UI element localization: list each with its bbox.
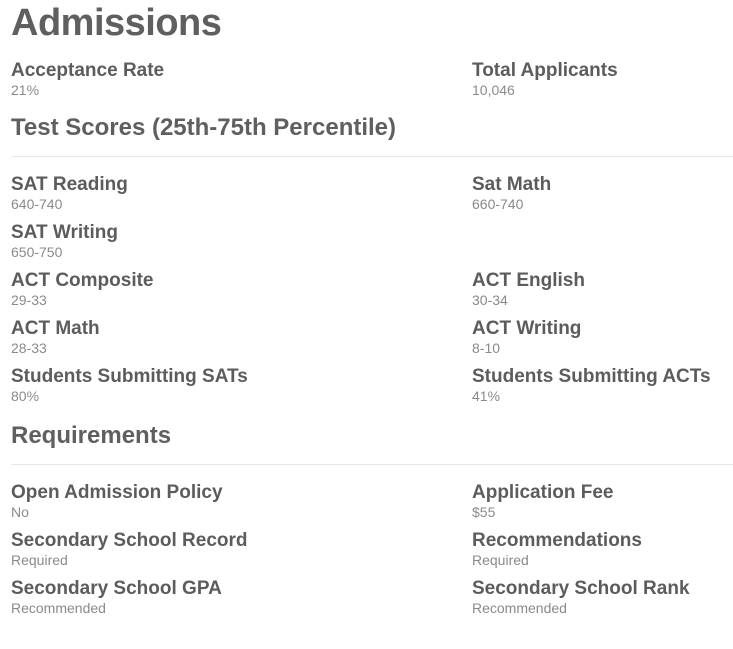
open-admission-policy-label: Open Admission Policy (11, 482, 223, 503)
students-submitting-sats-value: 80% (11, 388, 40, 404)
students-submitting-acts-stat (472, 366, 733, 414)
sat-reading-label: SAT Reading (11, 174, 128, 195)
requirements-heading: Requirements (11, 422, 172, 449)
act-math-stat (11, 318, 472, 366)
secondary-school-gpa-label: Secondary School GPA (11, 578, 222, 599)
open-admission-policy-stat (11, 482, 472, 530)
test-scores-divider (11, 156, 733, 157)
secondary-school-record-label: Secondary School Record (11, 530, 248, 551)
recommendations-value: Required (472, 552, 529, 568)
total-applicants-stat (472, 60, 733, 108)
page-title: Admissions (11, 2, 222, 44)
recommendations-label: Recommendations (472, 530, 642, 551)
application-fee-label: Application Fee (472, 482, 614, 503)
act-math-label: ACT Math (11, 318, 100, 339)
overview-grid (11, 60, 733, 108)
recommendations-stat (472, 530, 733, 578)
acceptance-rate-label: Acceptance Rate (11, 60, 165, 81)
acceptance-rate-stat (11, 60, 472, 108)
secondary-school-rank-label: Secondary School Rank (472, 578, 690, 599)
students-submitting-acts-label: Students Submitting ACTs (472, 366, 711, 387)
sat-writing-label: SAT Writing (11, 222, 118, 243)
admissions-page (11, 0, 733, 626)
secondary-school-rank-stat (472, 578, 733, 626)
secondary-school-record-stat (11, 530, 472, 578)
act-english-value: 30-34 (472, 292, 508, 308)
act-composite-stat (11, 270, 472, 318)
act-math-value: 28-33 (11, 340, 47, 356)
sat-reading-stat (11, 174, 472, 222)
students-submitting-sats-stat (11, 366, 472, 414)
total-applicants-label: Total Applicants (472, 60, 618, 81)
requirements-grid (11, 482, 733, 626)
requirements-divider (11, 464, 733, 465)
test-scores-heading: Test Scores (25th-75th Percentile) (11, 114, 397, 141)
test-scores-grid (11, 174, 733, 414)
sat-math-label: Sat Math (472, 174, 552, 195)
total-applicants-value: 10,046 (472, 82, 515, 98)
students-submitting-sats-label: Students Submitting SATs (11, 366, 248, 387)
empty-cell (472, 222, 733, 270)
act-composite-label: ACT Composite (11, 270, 154, 291)
open-admission-policy-value: No (11, 504, 29, 520)
secondary-school-record-value: Required (11, 552, 68, 568)
secondary-school-gpa-value: Recommended (11, 600, 106, 616)
students-submitting-acts-value: 41% (472, 388, 501, 404)
act-english-label: ACT English (472, 270, 585, 291)
application-fee-value: $55 (472, 504, 496, 520)
act-composite-value: 29-33 (11, 292, 47, 308)
acceptance-rate-value: 21% (11, 82, 40, 98)
secondary-school-rank-value: Recommended (472, 600, 567, 616)
application-fee-stat (472, 482, 733, 530)
sat-writing-value: 650-750 (11, 244, 63, 260)
sat-math-value: 660-740 (472, 196, 524, 212)
sat-reading-value: 640-740 (11, 196, 63, 212)
sat-math-stat (472, 174, 733, 222)
act-writing-label: ACT Writing (472, 318, 582, 339)
act-writing-stat (472, 318, 733, 366)
act-english-stat (472, 270, 733, 318)
sat-writing-stat (11, 222, 472, 270)
act-writing-value: 8-10 (472, 340, 501, 356)
secondary-school-gpa-stat (11, 578, 472, 626)
